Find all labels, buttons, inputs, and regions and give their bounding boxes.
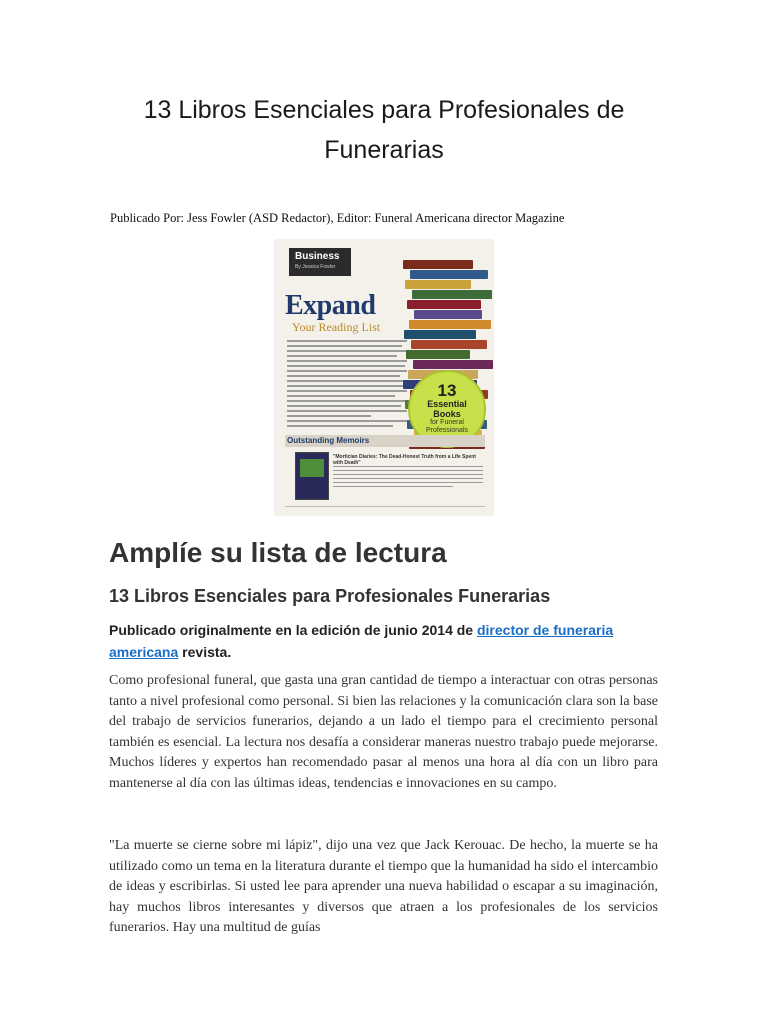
book-spine	[406, 350, 470, 359]
magazine-link[interactable]: director de funeraria americana	[109, 622, 614, 660]
original-publication-note	[109, 619, 629, 663]
publication-suffix: revista.	[178, 644, 232, 660]
book-spine	[414, 310, 482, 319]
document-title: 13 Libros Esenciales para Profesionales de Funerarias	[143, 96, 625, 164]
article-heading: Amplíe su lista de lectura	[109, 537, 447, 568]
magazine-headline: Expand	[285, 290, 376, 321]
book-cover-thumbnail	[295, 452, 329, 500]
article-paragraph-2: "La muerte se cierne sobre mi lápiz", dijo una vez que Jack Kerouac. De hecho, la muerte se ha utilizado como un tema en la literatura durante el tiempo que la humanidad ha sido el intercambio de ideas y escribirlas. Si usted lee para aprender una nueva habilidad o escapar a su imaginación, hay muchos libros interesantes y diversos que atraen a los profesionales de los servicios funerarios. Hay una multitud de guías	[109, 838, 658, 936]
magazine-book-title: "Mortician Diaries: The Dead-Honest Truth from a Life Spent with Death"	[333, 454, 476, 466]
book-spine	[413, 360, 493, 369]
magazine-page-image	[275, 240, 493, 515]
book-spine	[412, 290, 492, 299]
article-subheading: 13 Libros Esenciales para Profesionales Funerarias	[109, 586, 551, 606]
magazine-footer-rule	[285, 506, 485, 507]
magazine-section-label: Business	[295, 251, 340, 262]
book-spine	[407, 300, 481, 309]
magazine-subheadline: Your Reading List	[292, 320, 381, 334]
badge-line1: Essential	[427, 399, 467, 409]
magazine-body-text	[287, 340, 407, 430]
badge-number: 13	[437, 381, 457, 400]
badge-line2: Books	[433, 409, 461, 419]
book-spine	[410, 270, 488, 279]
book-spine	[411, 340, 487, 349]
memoirs-heading: Outstanding Memoirs	[287, 436, 370, 445]
article-paragraph-1: Como profesional funeral, que gasta una gran cantidad de tiempo a interactuar con otras personas tanto a nivel profesional como personal. Si bien las relaciones y la comunicación clara son la base del trabajo de servicios funerarios, dejando a un lado el tiempo para el crecimiento personal también es esencial. La lectura nos desafía a considerar maneras nuestro trabajo puede mejorarse. Muchos líderes y expertos han recomendado pasar al menos una hora al día con un libro para mantenerse al día con las últimas ideas, tendencias e innovaciones en su campo.	[109, 673, 658, 791]
byline: Publicado Por: Jess Fowler (ASD Redactor), Editor: Funeral Americana director Magazine	[110, 211, 565, 225]
book-spine	[405, 280, 471, 289]
magazine-author: By Jessica Fowler	[295, 264, 336, 270]
book-spine	[409, 320, 491, 329]
publication-prefix: Publicado originalmente en la edición de junio 2014 de	[109, 622, 477, 638]
badge-line3: for Funeral	[430, 419, 464, 426]
badge-line4: Professionals	[425, 427, 469, 434]
book-spine	[404, 330, 476, 339]
book-spine	[403, 260, 473, 269]
magazine-book-text	[333, 466, 483, 490]
